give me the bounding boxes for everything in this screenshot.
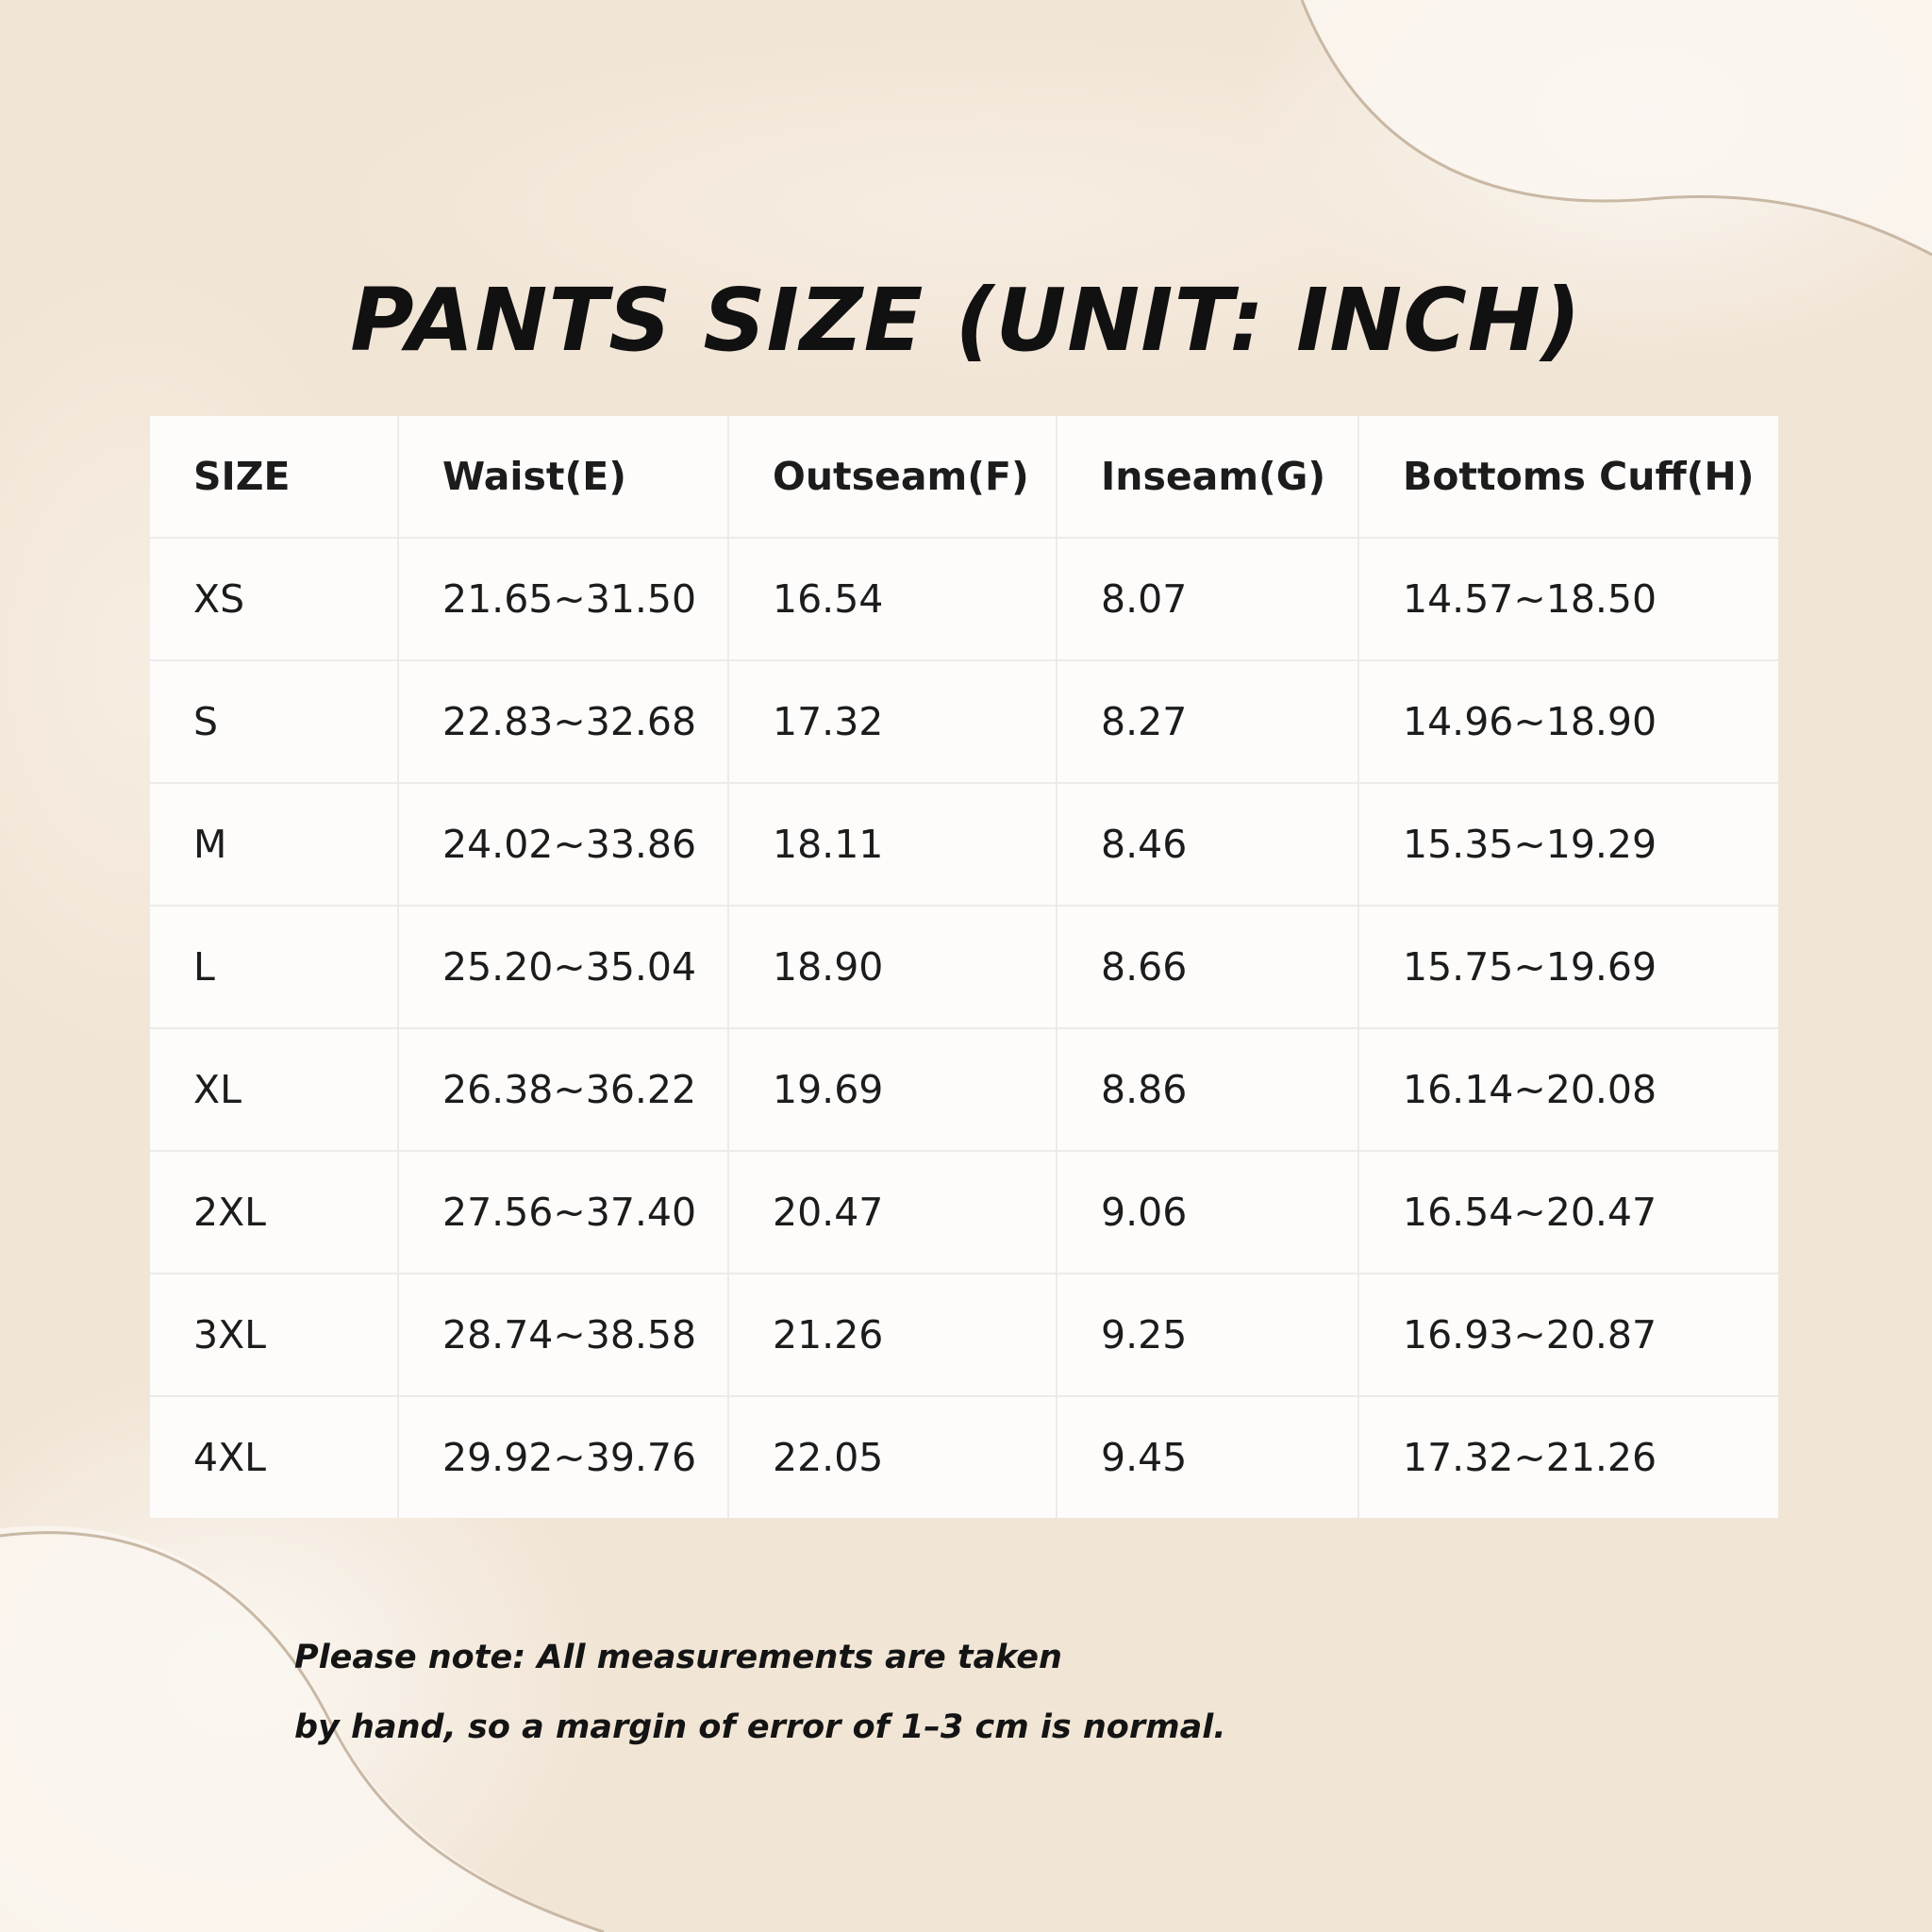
cell-outseam: 17.32: [728, 660, 1057, 783]
cell-bottoms-cuff: 16.93~20.87: [1358, 1274, 1778, 1396]
cell-waist: 24.02~33.86: [398, 783, 728, 906]
cell-size: XL: [150, 1028, 398, 1151]
table-row: [150, 1028, 1778, 1151]
cell-inseam: 9.25: [1057, 1274, 1358, 1396]
table-row: [150, 538, 1778, 660]
cell-bottoms-cuff: 16.14~20.08: [1358, 1028, 1778, 1151]
cell-inseam: 9.45: [1057, 1396, 1358, 1518]
table-row: [150, 1151, 1778, 1274]
cell-outseam: 18.90: [728, 906, 1057, 1028]
cell-bottoms-cuff: 16.54~20.47: [1358, 1151, 1778, 1274]
cell-size: M: [150, 783, 398, 906]
cell-size: 2XL: [150, 1151, 398, 1274]
table-header-row: [150, 416, 1778, 538]
cell-bottoms-cuff: 15.75~19.69: [1358, 906, 1778, 1028]
cell-waist: 27.56~37.40: [398, 1151, 728, 1274]
cell-size: 3XL: [150, 1274, 398, 1396]
cell-waist: 22.83~32.68: [398, 660, 728, 783]
cell-inseam: 8.66: [1057, 906, 1358, 1028]
size-chart-table: [150, 416, 1778, 1518]
header-waist: Waist(E): [398, 416, 728, 538]
cell-outseam: 22.05: [728, 1396, 1057, 1518]
cell-waist: 29.92~39.76: [398, 1396, 728, 1518]
cell-inseam: 8.86: [1057, 1028, 1358, 1151]
cell-outseam: 20.47: [728, 1151, 1057, 1274]
cell-outseam: 16.54: [728, 538, 1057, 660]
table-row: [150, 1396, 1778, 1518]
note-line-2: by hand, so a margin of error of 1–3 cm is normal.: [294, 1708, 1226, 1746]
table-row: [150, 660, 1778, 783]
cell-size: XS: [150, 538, 398, 660]
cell-bottoms-cuff: 15.35~19.29: [1358, 783, 1778, 906]
header-bottoms-cuff: Bottoms Cuff(H): [1358, 416, 1778, 538]
cell-size: S: [150, 660, 398, 783]
cell-outseam: 18.11: [728, 783, 1057, 906]
table-row: [150, 1274, 1778, 1396]
cell-waist: 26.38~36.22: [398, 1028, 728, 1151]
cell-inseam: 8.07: [1057, 538, 1358, 660]
cell-inseam: 9.06: [1057, 1151, 1358, 1274]
cell-outseam: 19.69: [728, 1028, 1057, 1151]
cell-waist: 25.20~35.04: [398, 906, 728, 1028]
cell-inseam: 8.27: [1057, 660, 1358, 783]
cell-waist: 28.74~38.58: [398, 1274, 728, 1396]
header-outseam: Outseam(F): [728, 416, 1057, 538]
page-title: PANTS SIZE (UNIT: INCH): [350, 270, 1582, 371]
measurement-note: [294, 1623, 1226, 1762]
cell-bottoms-cuff: 14.96~18.90: [1358, 660, 1778, 783]
header-size: SIZE: [150, 416, 398, 538]
note-line-1: Please note: All measurements are taken: [294, 1639, 1062, 1676]
cell-size: 4XL: [150, 1396, 398, 1518]
cell-bottoms-cuff: 17.32~21.26: [1358, 1396, 1778, 1518]
table-row: [150, 906, 1778, 1028]
cell-size: L: [150, 906, 398, 1028]
cell-inseam: 8.46: [1057, 783, 1358, 906]
cell-waist: 21.65~31.50: [398, 538, 728, 660]
header-inseam: Inseam(G): [1057, 416, 1358, 538]
cell-outseam: 21.26: [728, 1274, 1057, 1396]
table-row: [150, 783, 1778, 906]
cell-bottoms-cuff: 14.57~18.50: [1358, 538, 1778, 660]
